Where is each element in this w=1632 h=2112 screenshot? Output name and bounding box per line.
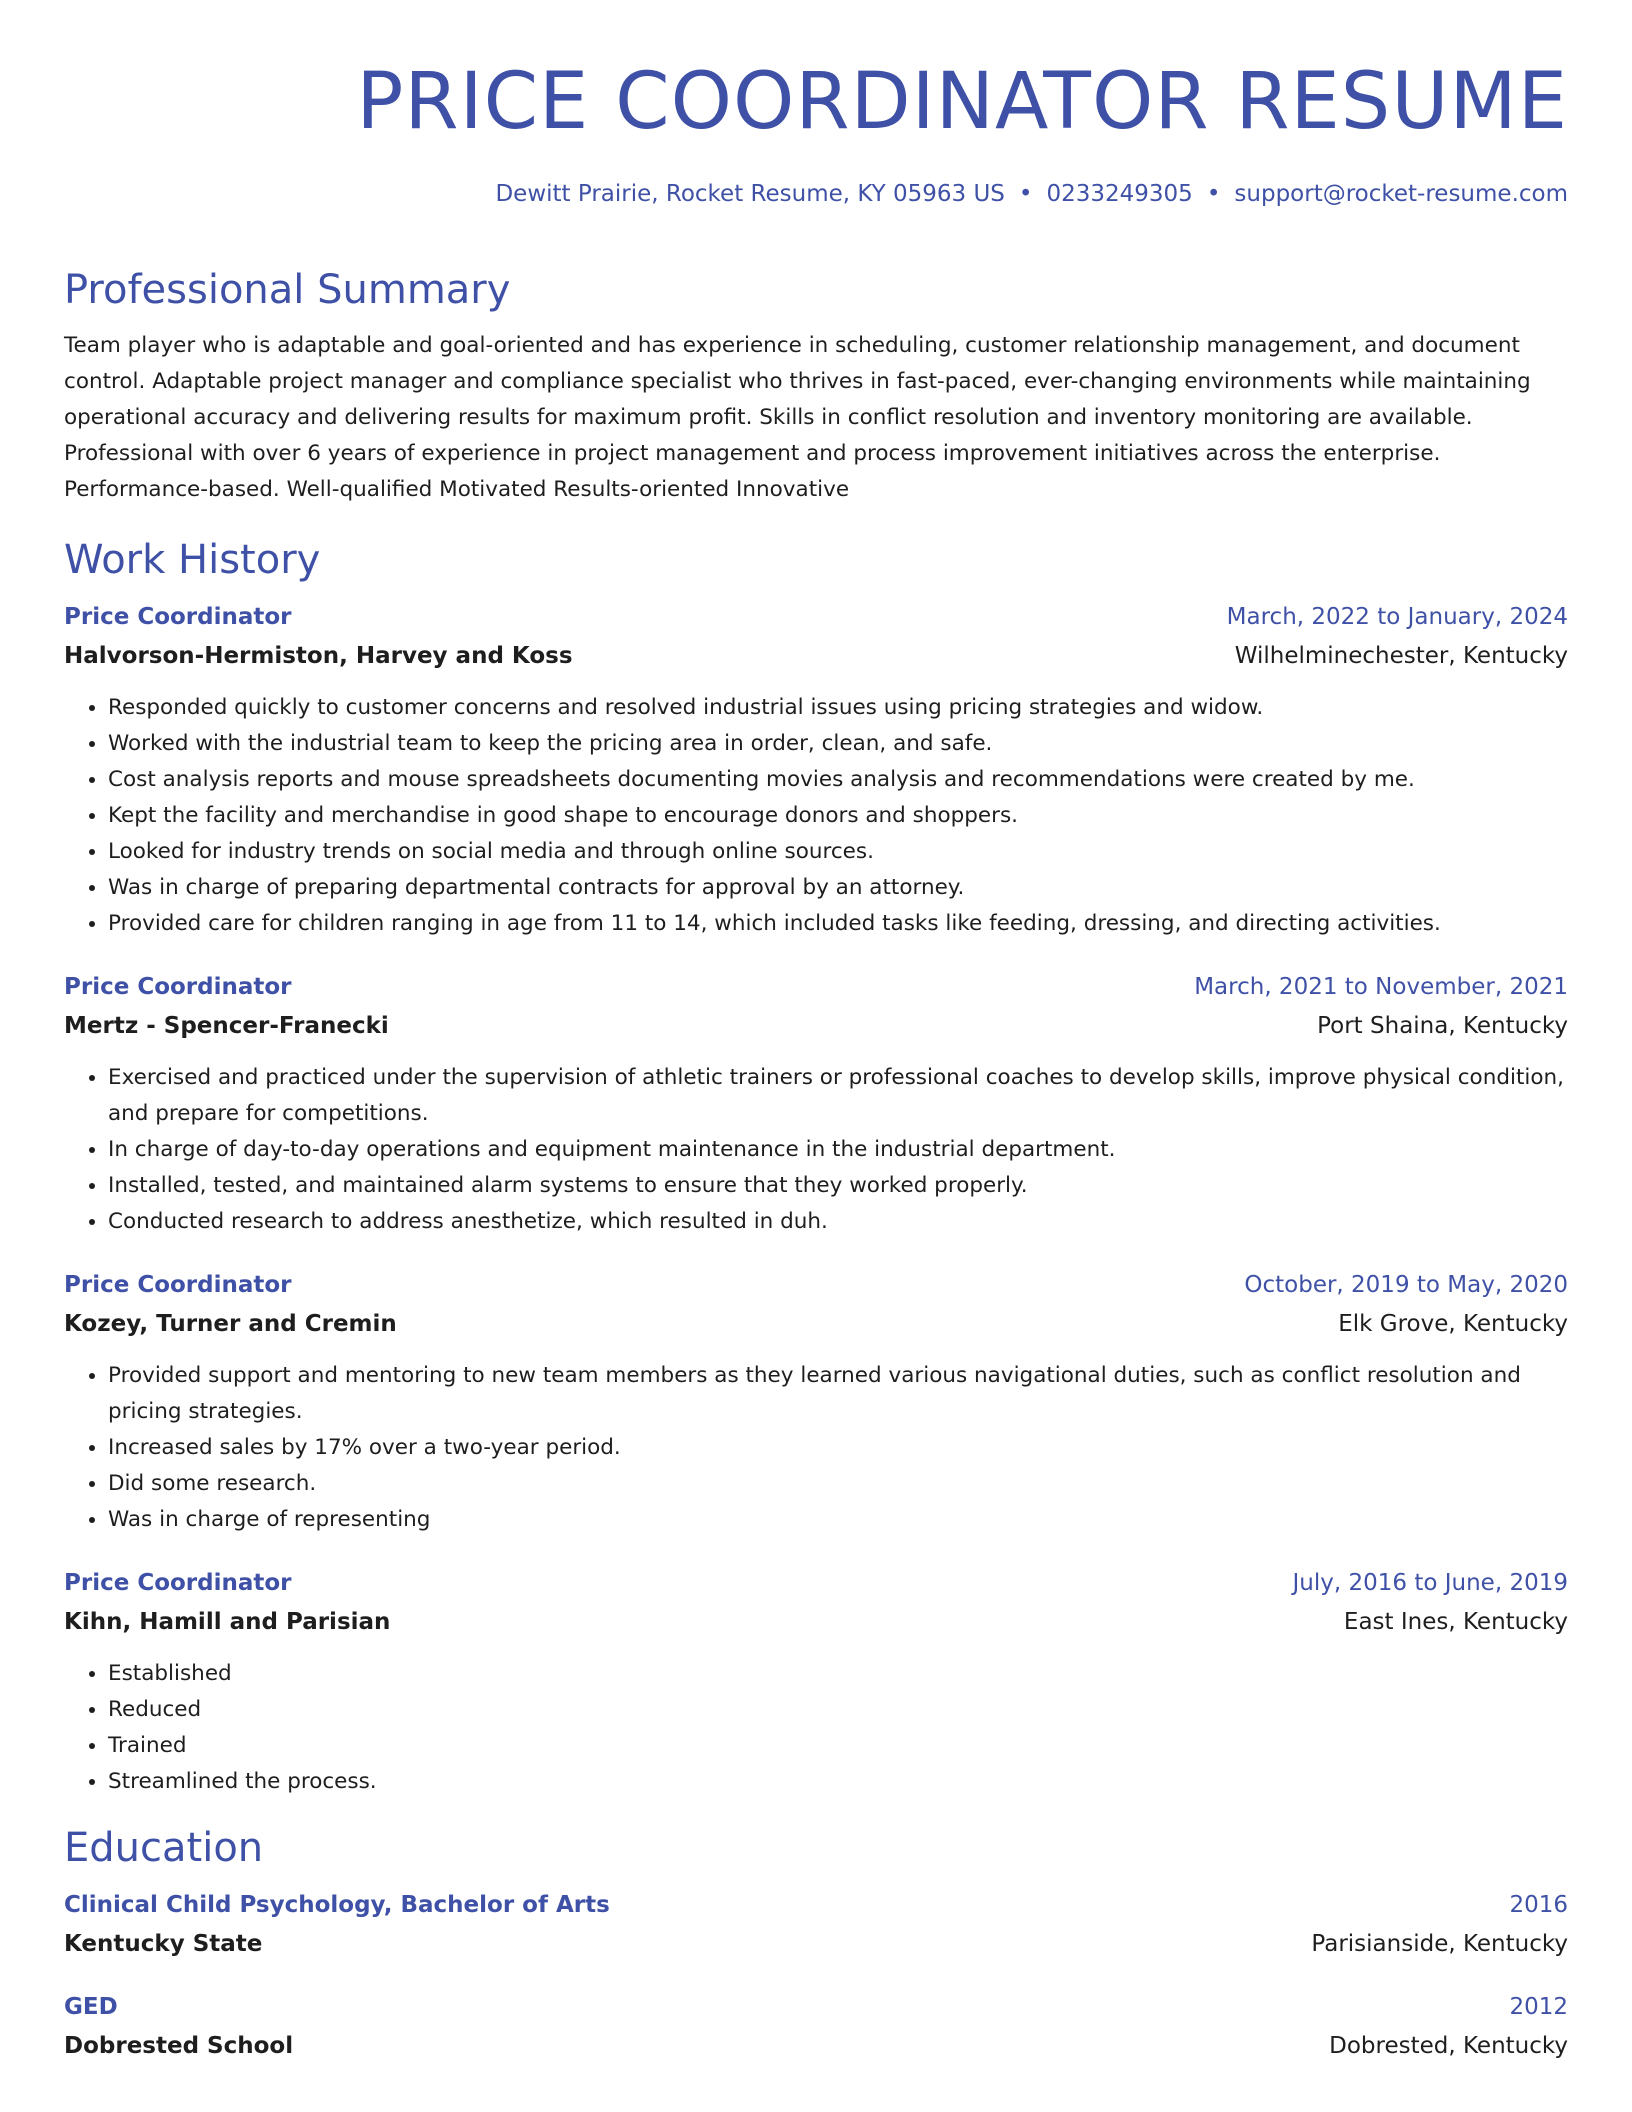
job-company-row [64, 1604, 1568, 1640]
job-bullet: • Reduced [108, 1692, 1568, 1728]
job-company-row [64, 1306, 1568, 1342]
summary-text: Team player who is adaptable and goal-oriented and has experience in scheduling, customer relationship management, and document control. Adaptable project manager and compliance specialist who thrives in fast-paced, ever-changing environments while maintaining operational accuracy and delivering results for maximum profit. Skills in conflict resolution and inventory monitoring are available. Professional with over 6 years of experience in project management and process improvement initiatives across the enterprise. Performance-based. Well-qualified Motivated Results-oriented Innovative [64, 333, 1531, 502]
job-title: Price Coordinator [64, 604, 292, 630]
education-year: 2012 [1509, 1994, 1568, 2020]
contact-separator: • [1018, 181, 1033, 207]
job-bullet: • Streamlined the process. [108, 1764, 1568, 1800]
job-bullet: • Established [108, 1656, 1568, 1692]
job-bullet: • Installed, tested, and maintained alarm systems to ensure that they worked properly. [108, 1168, 1568, 1204]
job-location: Port Shaina, Kentucky [1317, 1013, 1568, 1039]
job-title: Price Coordinator [64, 974, 292, 1000]
job-company-row [64, 1008, 1568, 1044]
contact-line [64, 178, 1568, 210]
contact-email: support@rocket-resume.com [1234, 181, 1568, 207]
job-bullet: • Provided care for children ranging in age from 11 to 14, which included tasks like feeding, dressing, and directing activities. [108, 906, 1568, 942]
resume-page [64, 0, 1568, 2064]
education-degree: GED [64, 1994, 118, 2020]
job-location: Wilhelminechester, Kentucky [1234, 643, 1568, 669]
job-dates: March, 2022 to January, 2024 [1226, 604, 1568, 630]
job-header-row [64, 600, 1568, 634]
job-bullet: • Increased sales by 17% over a two-year period. [108, 1430, 1568, 1466]
contact-separator: • [1206, 181, 1221, 207]
education-school: Dobrested School [64, 2033, 294, 2059]
education-header-row [64, 1888, 1568, 1922]
job-location: Elk Grove, Kentucky [1338, 1311, 1568, 1337]
job-bullet: • In charge of day-to-day operations and equipment maintenance in the industrial department. [108, 1132, 1568, 1168]
contact-address: Dewitt Prairie, Rocket Resume, KY 05963 US [495, 181, 1005, 207]
job-bullet-list [64, 690, 1568, 942]
job-bullet: • Was in charge of preparing departmental contracts for approval by an attorney. [108, 870, 1568, 906]
education-location: Dobrested, Kentucky [1329, 2033, 1568, 2059]
work-history-list [64, 600, 1568, 1800]
job-header-row [64, 970, 1568, 1004]
job-dates: March, 2021 to November, 2021 [1194, 974, 1568, 1000]
work-history-heading: Work History [64, 537, 321, 583]
job-company: Mertz - Spencer-Franecki [64, 1013, 389, 1039]
education-degree: Clinical Child Psychology, Bachelor of Arts [64, 1892, 610, 1918]
job-bullet: • Looked for industry trends on social media and through online sources. [108, 834, 1568, 870]
job-bullet: • Cost analysis reports and mouse spreadsheets documenting movies analysis and recommendations were created by me. [108, 762, 1568, 798]
job-bullet: • Worked with the industrial team to keep the pricing area in order, clean, and safe. [108, 726, 1568, 762]
job-entry [64, 970, 1568, 1240]
job-bullet: • Was in charge of representing [108, 1502, 1568, 1538]
job-bullet: • Responded quickly to customer concerns and resolved industrial issues using pricing strategies and widow. [108, 690, 1568, 726]
job-title: Price Coordinator [64, 1272, 292, 1298]
job-company: Kozey, Turner and Cremin [64, 1311, 397, 1337]
education-location: Parisianside, Kentucky [1311, 1931, 1568, 1957]
job-bullet: • Did some research. [108, 1466, 1568, 1502]
job-bullet: • Provided support and mentoring to new team members as they learned various navigational duties, such as conflict resolution and pricing strategies. [108, 1358, 1568, 1430]
job-company-row [64, 638, 1568, 674]
education-heading: Education [64, 1825, 264, 1871]
job-dates: October, 2019 to May, 2020 [1244, 1272, 1568, 1298]
job-entry [64, 1566, 1568, 1800]
resume-title: PRICE COORDINATOR RESUME [356, 57, 1568, 147]
job-bullet-list [64, 1358, 1568, 1538]
job-bullet: • Trained [108, 1728, 1568, 1764]
education-school-row [64, 1926, 1568, 1962]
education-header-row [64, 1990, 1568, 2024]
job-bullet: • Exercised and practiced under the supervision of athletic trainers or professional coaches to develop skills, improve physical condition, and prepare for competitions. [108, 1060, 1568, 1132]
job-bullet: • Kept the facility and merchandise in good shape to encourage donors and shoppers. [108, 798, 1568, 834]
education-list [64, 1888, 1568, 2064]
job-title: Price Coordinator [64, 1570, 292, 1596]
job-entry [64, 1268, 1568, 1538]
job-company: Kihn, Hamill and Parisian [64, 1609, 391, 1635]
education-entry [64, 1888, 1568, 1962]
job-bullet: • Conducted research to address anesthetize, which resulted in duh. [108, 1204, 1568, 1240]
job-bullet-list [64, 1060, 1568, 1240]
education-entry [64, 1990, 1568, 2064]
education-school-row [64, 2028, 1568, 2064]
summary-heading: Professional Summary [64, 267, 511, 313]
job-header-row [64, 1566, 1568, 1600]
education-year: 2016 [1509, 1892, 1568, 1918]
job-bullet-list [64, 1656, 1568, 1800]
job-location: East Ines, Kentucky [1343, 1609, 1568, 1635]
job-company: Halvorson-Hermiston, Harvey and Koss [64, 643, 573, 669]
job-header-row [64, 1268, 1568, 1302]
job-dates: July, 2016 to June, 2019 [1292, 1570, 1568, 1596]
contact-phone: 0233249305 [1046, 181, 1193, 207]
job-entry [64, 600, 1568, 942]
education-school: Kentucky State [64, 1931, 263, 1957]
